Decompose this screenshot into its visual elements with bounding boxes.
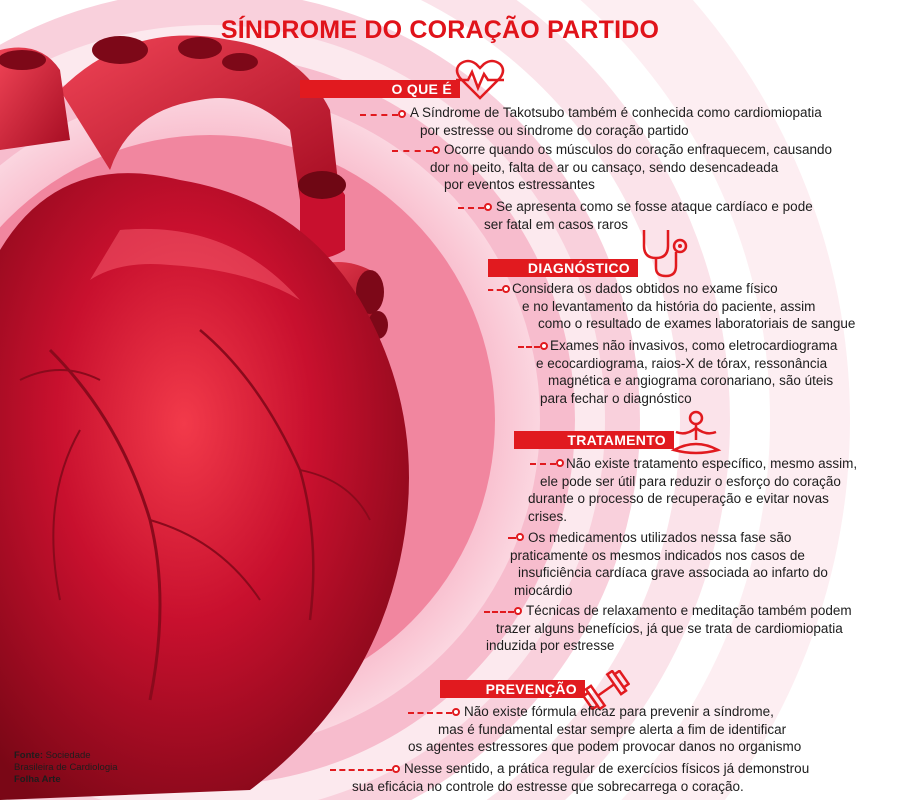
leader-line [392, 150, 432, 154]
info-item: Exames não invasivos, como eletrocardiograma e ecocardiograma, raios-X de tórax, ressonância magnética e angiograma coronariano, são úteis para fechar o diagnóstico [536, 338, 838, 406]
info-item: Técnicas de relaxamento e meditação também podem trazer alguns benefícios, já que se trata de cardiomiopatia induzida por estresse [486, 603, 852, 653]
section-bar-o-que-e [300, 80, 460, 98]
bullet-dot [540, 342, 548, 350]
source-line1: Sociedade [45, 750, 91, 761]
section-label-tratamento: TRATAMENTO [567, 432, 666, 448]
bullet-dot [432, 146, 440, 154]
info-item: Não existe fórmula eficaz para prevenir a síndrome, mas é fundamental estar sempre alerta a fim de identificar os agentes estressores que podem provocar danos no organismo [408, 704, 802, 754]
leader-line [508, 537, 516, 541]
info-item: A Síndrome de Takotsubo também é conhecida como cardiomiopatia por estresse ou síndrome do coração partido [410, 105, 822, 138]
source-label: Fonte: [14, 750, 44, 761]
bullet-dot [484, 203, 492, 211]
leader-line [530, 463, 556, 467]
info-item: Os medicamentos utilizados nessa fase são praticamente os mesmos indicados nos casos de insuficiência cardíaca grave associada ao infarto do miocárdio [510, 530, 828, 598]
info-item: Considera os dados obtidos no exame físico e no levantamento da história do paciente, assim como o resultado de exames laboratoriais de sangue [512, 281, 856, 331]
info-item: Nesse sentido, a prática regular de exercícios físicos já demonstrou sua eficácia no controle do estresse que sobrecarrega o coração. [352, 761, 810, 794]
bullet-dot [514, 607, 522, 615]
bullet-dot [452, 708, 460, 716]
bullet-dot [556, 459, 564, 467]
section-label-prevencao: PREVENÇÃO [485, 681, 577, 697]
art-credit: Folha Arte [14, 774, 61, 785]
page-title: SÍNDROME DO CORAÇÃO PARTIDO [220, 16, 660, 44]
meditation-icon [668, 410, 724, 456]
stethoscope-icon [636, 226, 694, 278]
leader-line [408, 712, 452, 716]
leader-line [330, 769, 392, 773]
section-bar-diagnostico [488, 259, 638, 277]
bullet-dot [392, 765, 400, 773]
leader-line [488, 289, 502, 293]
bullet-dot [516, 533, 524, 541]
credits [14, 750, 118, 786]
leader-line [518, 346, 540, 350]
section-label-o-que-e: O QUE É [391, 81, 452, 97]
section-bar-prevencao [440, 680, 585, 698]
info-item: Não existe tratamento específico, mesmo assim, ele pode ser útil para reduzir o esforço do coração durante o processo de recuperação e evitar novas crises. [528, 456, 858, 524]
leader-line [458, 207, 484, 211]
bullet-dot [502, 285, 510, 293]
leader-line [484, 611, 514, 615]
bullet-dot [398, 110, 406, 118]
info-item: Ocorre quando os músculos do coração enfraquecem, causando dor no peito, falta de ar ou cansaço, sendo desencadeada por eventos estressantes [430, 142, 832, 192]
leader-line [360, 114, 398, 118]
info-item: Se apresenta como se fosse ataque cardíaco e pode ser fatal em casos raros [484, 199, 813, 232]
source-line2: Brasileira de Cardiologia [14, 762, 118, 773]
section-label-diagnostico: DIAGNÓSTICO [527, 260, 630, 276]
heartbeat-icon [452, 58, 508, 102]
section-bar-tratamento [514, 431, 674, 449]
